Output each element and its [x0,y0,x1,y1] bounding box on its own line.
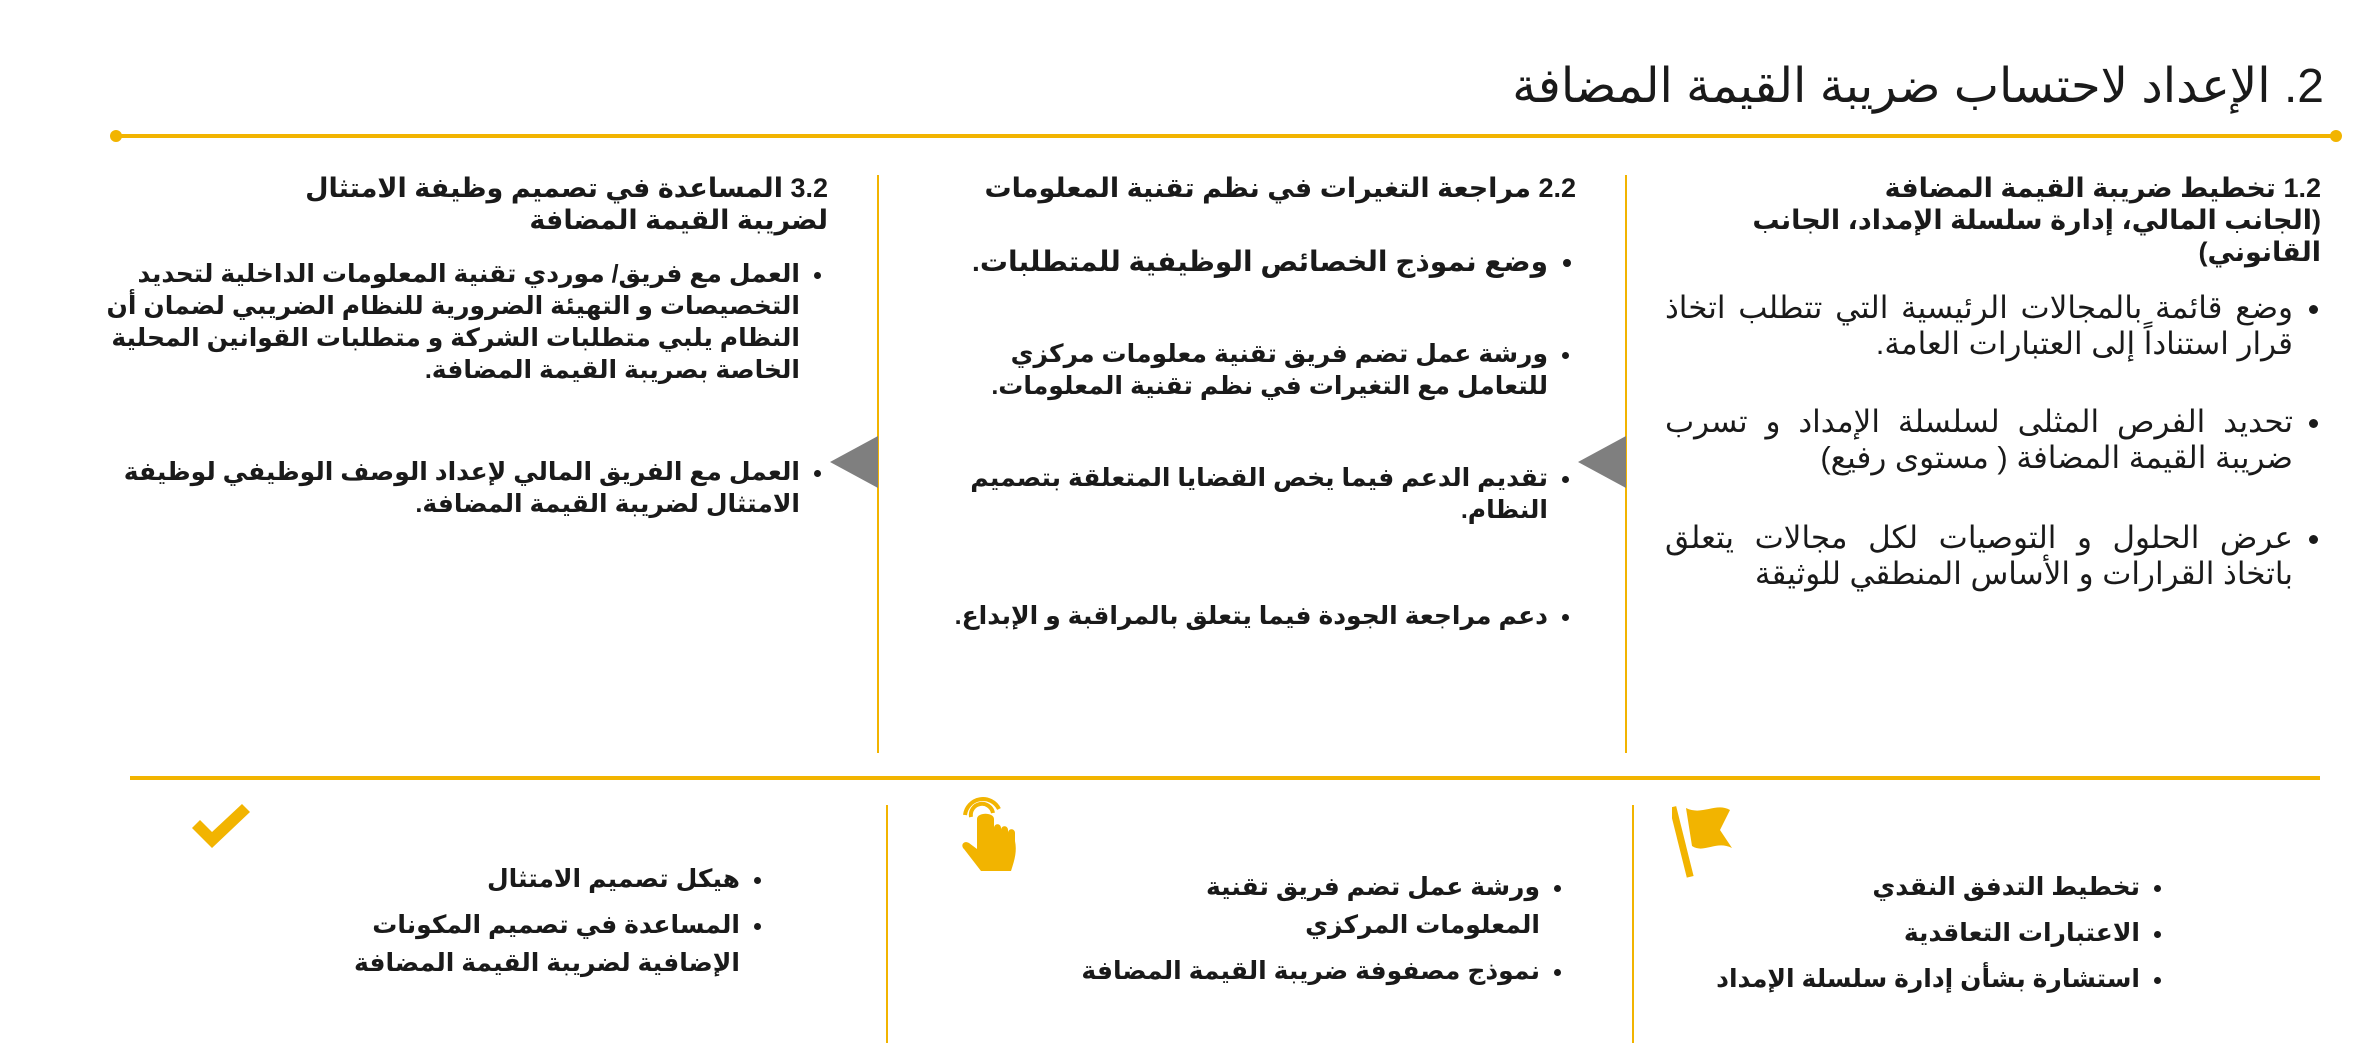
bullet-list [248,860,768,982]
column-subheading: (الجانب المالي، إدارة سلسلة الإمداد، الجانب القانوني) [1752,205,2321,267]
list-item: • عرض الحلول و التوصيات لكل مجالات يتعلق باتخاذ القرارات و الأساس المنطقي للوثيقة [1665,520,2293,592]
list-item: • ورشة عمل تضم فريق تقنية معلومات مركزي للتعامل مع التغيرات في نظم تقنية المعلومات. [988,338,1548,402]
arrow-left-icon [1578,436,1626,488]
list-item: • ورشة عمل تضم فريق تقنية المعلومات المركزي [1100,868,1540,944]
top-rule [116,134,2336,138]
list-item: • تقديم الدعم فيما يخص القضايا المتعلقة بتصميم النظام. [926,462,1548,526]
bullet-list [1688,868,2168,998]
list-item: • العمل مع الفريق المالي لإعداد الوصف الوظيفي لوظيفة الامتثال لضريبة القيمة المضافة. [80,456,800,520]
list-item: • الاعتبارات التعاقدية [1688,914,2140,952]
list-item: • وضع قائمة بالمجالات الرئيسية التي تتطلب اتخاذ قرار استناداً إلى العتبارات العامة. [1665,290,2293,362]
middle-rule [130,776,2320,780]
list-item: • دعم مراجعة الجودة فيما يتعلق بالمراقبة و الإبداع. [926,600,1548,632]
bottom-list-planning [1688,868,2168,998]
column-compliance-design [68,172,828,520]
divider-lower-right [1632,805,1634,1043]
column-heading: 2.2 مراجعة التغيرات في نظم تقنية المعلومات [984,173,1576,203]
bullet-list [1068,868,1568,990]
column-heading: 1.2 تخطيط ضريبة القيمة المضافة [1884,173,2321,203]
column-heading: 3.2 المساعدة في تصميم وظيفة الامتثال لضريبة القيمة المضافة [305,173,828,235]
tap-hand-icon [955,793,1025,875]
bullet-list [1665,290,2321,592]
list-item: • تخطيط التدفق النقدي [1688,868,2140,906]
list-item: • وضع نموذج الخصائص الوظيفية للمتطلبات. [926,246,1548,278]
checkmark-icon [188,800,252,852]
bottom-list-compliance [248,860,768,982]
list-item: • تحديد الفرص المثلى لسلسلة الإمداد و تسرب ضريبة القيمة المضافة ( مستوى رفيع) [1665,404,2293,476]
bottom-list-it [1068,868,1568,990]
divider-lower-left [886,805,888,1043]
list-item: • المساعدة في تصميم المكونات الإضافية لضريبة القيمة المضافة [320,906,740,982]
top-rule-right-dot [2330,130,2342,142]
arrow-left-icon [830,436,878,488]
page-title: 2. الإعداد لاحتساب ضريبة القيمة المضافة [1512,60,2324,113]
list-item: • العمل مع فريق/ موردي تقنية المعلومات الداخلية لتحديد التخصيصات و التهيئة الضرورية للنظام الضريبي لضمان أن النظام يلبي متطلبات الشركة و متطلبات القوانين المحلية الخاصة بصريبة القيمة المضافة. [68,258,800,386]
column-it-review [926,172,1576,632]
list-item: • استشارة بشأن إدارة سلسلة الإمداد [1688,960,2140,998]
bullet-list [926,246,1576,632]
list-item: • نموذج مصفوفة ضريبة القيمة المضافة [1068,952,1540,990]
column-vat-planning [1665,172,2321,592]
list-item: • هيكل تصميم الامتثال [248,860,740,898]
bullet-list [68,258,828,520]
